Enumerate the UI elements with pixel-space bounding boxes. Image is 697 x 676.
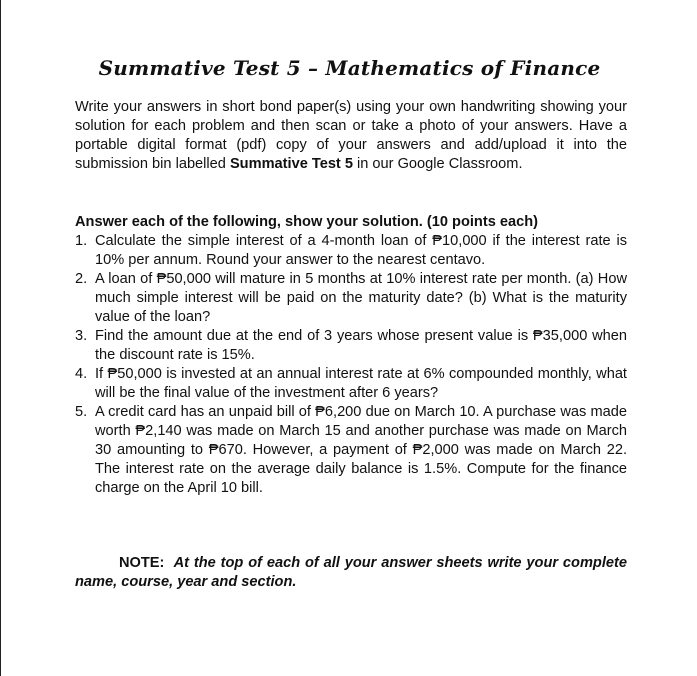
problem-item xyxy=(75,327,627,365)
problem-number: 5. xyxy=(75,404,88,420)
intro-text: Write your answers in short bond paper(s) using your own handwriting showing your solution for each problem and then scan or take a photo of your answers. Have a portable digital format (pdf) copy of your answers and add/upload it into the submission bin labelled xyxy=(75,99,627,172)
problem-number: 2. xyxy=(75,271,88,287)
problem-text: Find the amount due at the end of 3 years whose present value is ₱35,000 when the discount rate is 15%. xyxy=(95,328,627,363)
problem-text: A credit card has an unpaid bill of ₱6,200 due on March 10. A purchase was made worth ₱2,140 was made on March 15 and another purchase was made on March 30 amounting to ₱670. However, a payment of ₱2,000 was made on March 22. The interest rate on the average daily balance is 1.5%. Compute for the finance charge on the April 10 bill. xyxy=(95,404,627,496)
problem-text: Calculate the simple interest of a 4-month loan of ₱10,000 if the interest rate is 10% per annum. Round your answer to the nearest centavo. xyxy=(95,233,627,268)
problem-number: 3. xyxy=(75,328,88,344)
note-text: At the top of each of all your answer sheets write your complete name, course, year and section. xyxy=(75,555,627,590)
problem-item xyxy=(75,403,627,498)
intro-paragraph xyxy=(75,98,627,174)
intro-bold-text: Summative Test 5 xyxy=(229,156,353,172)
problem-item xyxy=(75,232,627,270)
problem-number: 1. xyxy=(75,233,88,249)
problem-list xyxy=(75,232,627,498)
problem-text: If ₱50,000 is invested at an annual interest rate at 6% compounded monthly, what will be the final value of the investment after 6 years? xyxy=(95,366,627,401)
note-label: NOTE: xyxy=(119,555,165,571)
intro-text-end: in our Google Classroom. xyxy=(352,156,523,172)
problem-text: A loan of ₱50,000 will mature in 5 months at 10% interest rate per month. (a) How much simple interest will be paid on the maturity date? (b) What is the maturity value of the loan? xyxy=(95,271,627,325)
problem-item xyxy=(75,270,627,327)
problem-number: 4. xyxy=(75,366,88,382)
problem-item xyxy=(75,365,627,403)
page-title: Summative Test 5 – Mathematics of Finance xyxy=(98,56,601,80)
instructions-heading: Answer each of the following, show your solution. (10 points each) xyxy=(75,214,538,230)
note-paragraph xyxy=(75,554,627,592)
